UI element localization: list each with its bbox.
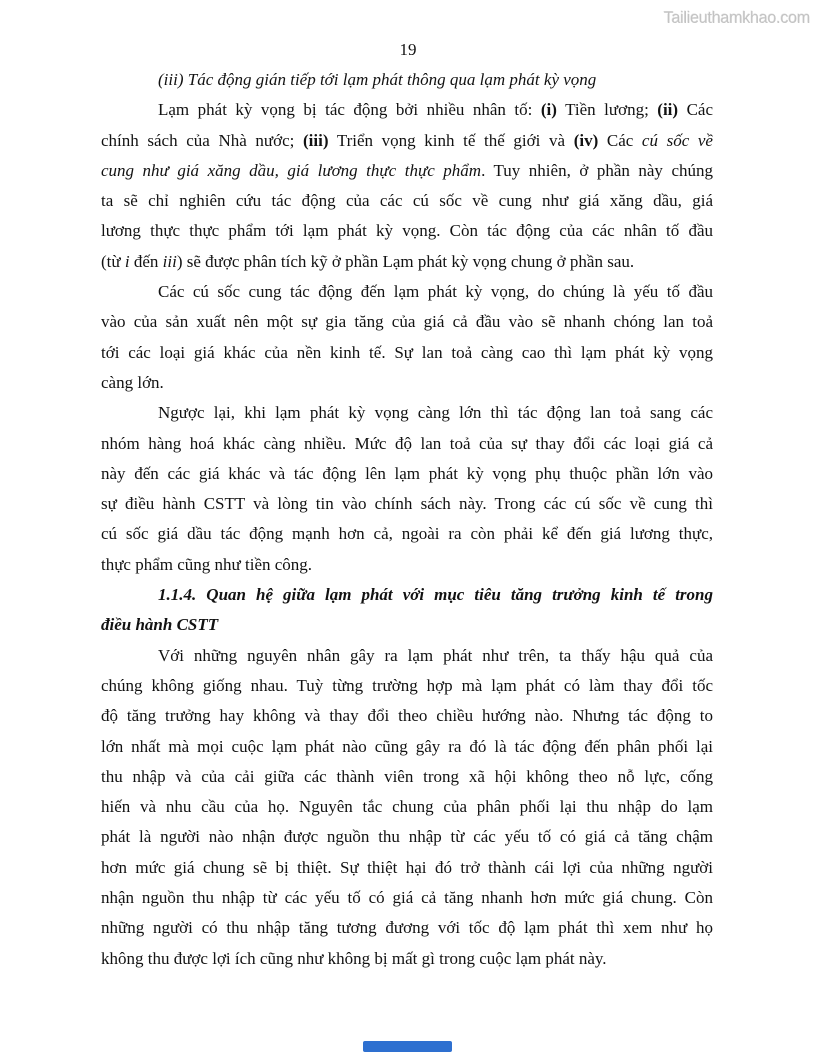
text-run: độ tăng trưởng hay không và thay đổi theo chiều hướng nào. Nhưng tác động to — [101, 706, 713, 726]
text-line — [101, 307, 713, 337]
text-run: hiến và nhu cầu của họ. Nguyên tắc chung của phân phối lại thu nhập do lạm — [101, 797, 713, 817]
text-run: i — [124, 251, 130, 271]
text-run: nhận nguồn thu nhập từ các yếu tố có giá cả tăng nhanh hơn mức giá chung. Còn — [101, 888, 713, 908]
text-line — [101, 883, 713, 913]
text-run: chính sách của Nhà nước; — [101, 130, 303, 150]
text-run: cung như giá xăng dầu, giá lương thực thực phẩm — [101, 160, 482, 180]
text-line — [101, 792, 713, 822]
text-run: Ngược lại, khi lạm phát kỳ vọng càng lớn thì tác động lan toả sang các — [158, 403, 713, 423]
text-line — [101, 944, 713, 974]
text-line — [101, 65, 713, 95]
text-run: Lạm phát kỳ vọng bị tác động bởi nhiều nhân tố: — [158, 100, 541, 120]
text-line — [101, 277, 713, 307]
text-line — [101, 762, 713, 792]
watermark-text: Tailieuthamkhao.com — [663, 8, 810, 27]
text-line — [101, 732, 713, 762]
text-run: cú sốc giá dầu tác động mạnh hơn cả, ngoài ra còn phải kể đến giá lương thực, — [101, 524, 713, 544]
text-run: Triển vọng kinh tế thế giới và — [328, 130, 574, 150]
text-run: thực phẩm cũng như tiền công. — [101, 554, 313, 574]
text-run: (iii) Tác động gián tiếp tới lạm phát thông qua lạm phát kỳ vọng — [158, 70, 597, 89]
text-run: Các cú sốc cung tác động đến lạm phát kỳ vọng, do chúng là yếu tố đầu — [158, 282, 713, 302]
text-run: (ii) — [657, 100, 679, 120]
text-column — [101, 65, 713, 974]
text-run: phát là người nào nhận được nguồn thu nhập từ các yếu tố có giá cả tăng chậm — [101, 827, 713, 847]
text-line — [101, 519, 713, 549]
text-line — [101, 338, 713, 368]
text-run: điều hành CSTT — [101, 615, 219, 635]
text-line — [101, 610, 713, 640]
text-run: (iii) — [303, 130, 329, 150]
text-run: 1.1.4. Quan hệ giữa lạm phát với mục tiêu tăng trưởng kinh tế trong — [158, 585, 713, 605]
text-line — [101, 398, 713, 428]
text-run: càng lớn. — [101, 372, 164, 392]
text-line — [101, 580, 713, 610]
text-run: ) sẽ được phân tích kỹ ở phần Lạm phát kỳ vọng chung ở phần sau. — [176, 251, 635, 271]
text-run: cú sốc về — [641, 130, 713, 150]
text-run: hơn mức giá chung sẽ bị thiệt. Sự thiệt hại đó trở thành cái lợi của những người — [101, 857, 713, 877]
text-line — [101, 913, 713, 943]
text-run: ta sẽ chỉ nghiên cứu tác động của các cú sốc về cung như giá xăng dầu, giá — [101, 191, 713, 211]
text-run: nhóm hàng hoá khác càng nhiều. Mức độ lan toả của sự thay đổi các loại giá cả — [101, 433, 713, 453]
text-run: Các — [678, 100, 713, 120]
text-run: tới các loại giá khác của nền kinh tế. Sự lan toả càng cao thì lạm phát kỳ vọng — [101, 342, 713, 362]
page-number: 19 — [399, 40, 417, 59]
text-run: không thu được lợi ích cũng như không bị mất gì trong cuộc lạm phát này. — [101, 948, 607, 968]
text-line — [101, 489, 713, 519]
text-run: những người có thu nhập tăng tương đương với tốc độ lạm phát thì xem như họ — [101, 918, 713, 938]
text-line — [101, 550, 713, 580]
text-line — [101, 429, 713, 459]
text-line — [101, 95, 713, 125]
text-line — [101, 368, 713, 398]
text-run: vào của sản xuất nên một sự gia tăng của giá cả đầu vào sẽ nhanh chóng lan toả — [101, 312, 713, 332]
footer-indicator-bar — [363, 1041, 452, 1052]
text-line — [101, 156, 713, 186]
text-run: đến — [129, 251, 163, 271]
text-run: này đến các giá khác và tác động lên lạm phát kỳ vọng phụ thuộc phần lớn vào — [101, 463, 713, 483]
text-run: Tiền lương; — [556, 100, 658, 120]
text-run: chúng không giống nhau. Tuỳ từng trường hợp mà lạm phát có làm thay đổi tốc — [101, 675, 713, 695]
text-line — [101, 853, 713, 883]
text-run: Với những nguyên nhân gây ra lạm phát như trên, ta thấy hậu quả của — [158, 645, 713, 665]
text-line — [101, 459, 713, 489]
text-run: thu nhập và của cải giữa các thành viên trong xã hội không theo nỗ lực, cống — [101, 766, 713, 786]
text-line — [101, 822, 713, 852]
text-line — [101, 641, 713, 671]
text-run: sự điều hành CSTT và lòng tin vào chính sách này. Trong các cú sốc về cung thì — [101, 494, 713, 514]
text-line — [101, 247, 713, 277]
text-run: lương thực thực phẩm tới lạm phát kỳ vọng. Còn tác động của các nhân tố đầu — [101, 221, 713, 241]
text-line — [101, 216, 713, 246]
text-run: lớn nhất mà mọi cuộc lạm phát nào cũng gây ra đó là tác động đến phân phối lại — [101, 736, 713, 756]
text-line — [101, 671, 713, 701]
text-run: iii — [162, 251, 177, 271]
text-run: . Tuy nhiên, ở phần này chúng — [481, 160, 713, 180]
text-run: Các — [598, 130, 642, 150]
text-line — [101, 186, 713, 216]
text-line — [101, 701, 713, 731]
text-run: (từ — [101, 251, 125, 271]
text-run: (iv) — [573, 130, 599, 150]
text-run: (i) — [540, 100, 557, 120]
text-line — [101, 126, 713, 156]
